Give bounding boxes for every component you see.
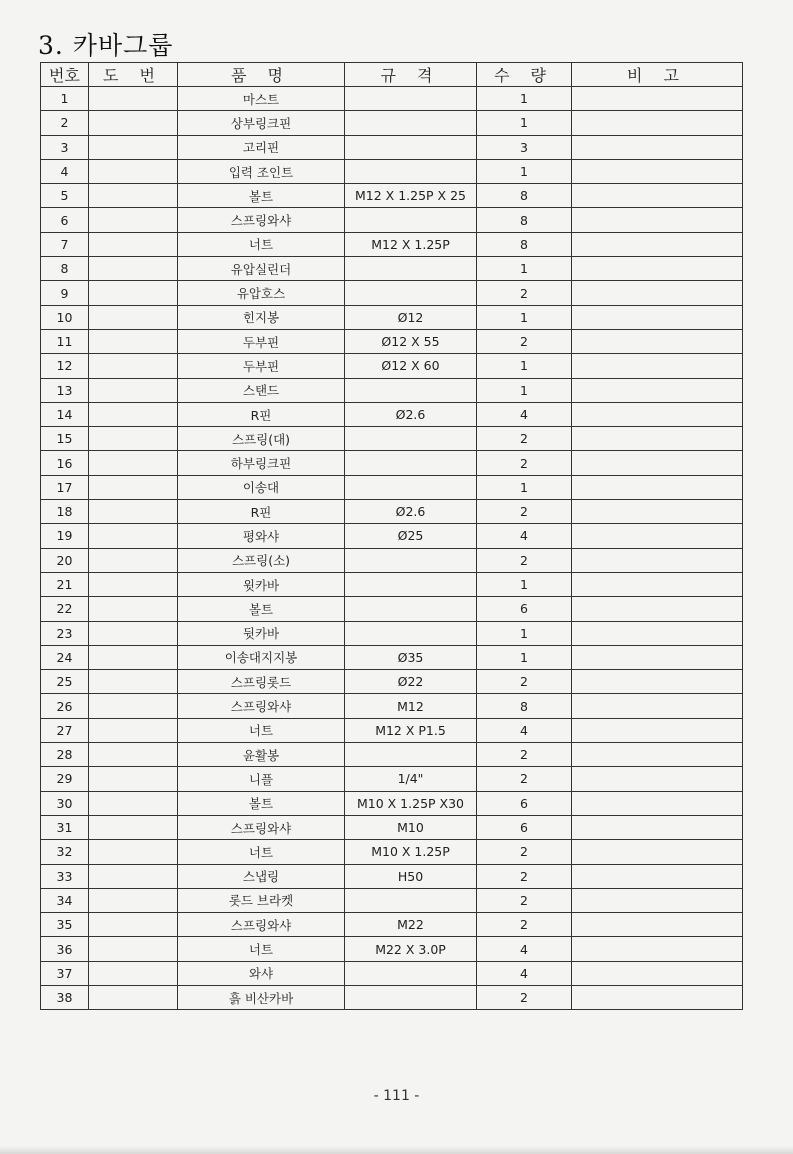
table-row: [41, 815, 743, 839]
cell-qty: 2: [477, 427, 572, 451]
cell-spec: M12 X P1.5: [345, 718, 477, 742]
cell-remarks: [572, 354, 743, 378]
cell-no: 38: [41, 985, 89, 1009]
cell-drawing-no: [89, 500, 178, 524]
cell-part-name: 고리핀: [178, 135, 345, 159]
cell-drawing-no: [89, 694, 178, 718]
cell-part-name: 볼트: [178, 184, 345, 208]
cell-spec: [345, 87, 477, 111]
cell-remarks: [572, 937, 743, 961]
page-number: - 111 -: [373, 1088, 420, 1104]
cell-drawing-no: [89, 815, 178, 839]
cell-remarks: [572, 791, 743, 815]
table-row: [41, 694, 743, 718]
cell-spec: [345, 427, 477, 451]
cell-remarks: [572, 329, 743, 353]
cell-spec: M12: [345, 694, 477, 718]
cell-qty: 2: [477, 500, 572, 524]
cell-remarks: [572, 864, 743, 888]
cell-drawing-no: [89, 111, 178, 135]
parts-table-body: [41, 87, 743, 1010]
cell-no: 2: [41, 111, 89, 135]
cell-no: 4: [41, 159, 89, 183]
cell-remarks: [572, 208, 743, 232]
cell-spec: [345, 451, 477, 475]
table-row: [41, 524, 743, 548]
cell-part-name: 너트: [178, 718, 345, 742]
cell-drawing-no: [89, 184, 178, 208]
table-row: [41, 257, 743, 281]
cell-drawing-no: [89, 257, 178, 281]
cell-spec: M10 X 1.25P X30: [345, 791, 477, 815]
cell-qty: 1: [477, 475, 572, 499]
cell-qty: 1: [477, 572, 572, 596]
cell-qty: 2: [477, 840, 572, 864]
cell-qty: 1: [477, 111, 572, 135]
table-row: [41, 597, 743, 621]
cell-spec: [345, 135, 477, 159]
table-row: [41, 548, 743, 572]
cell-qty: 2: [477, 548, 572, 572]
cell-part-name: 너트: [178, 232, 345, 256]
cell-remarks: [572, 597, 743, 621]
cell-part-name: 스프링(대): [178, 427, 345, 451]
cell-drawing-no: [89, 645, 178, 669]
cell-no: 31: [41, 815, 89, 839]
cell-drawing-no: [89, 743, 178, 767]
cell-remarks: [572, 281, 743, 305]
table-row: [41, 743, 743, 767]
cell-no: 25: [41, 670, 89, 694]
cell-remarks: [572, 815, 743, 839]
cell-spec: 1/4": [345, 767, 477, 791]
cell-qty: 1: [477, 354, 572, 378]
cell-spec: [345, 159, 477, 183]
table-row: [41, 888, 743, 912]
cell-no: 37: [41, 961, 89, 985]
cell-qty: 4: [477, 961, 572, 985]
table-row: [41, 354, 743, 378]
cell-no: 11: [41, 329, 89, 353]
cell-qty: 8: [477, 232, 572, 256]
cell-drawing-no: [89, 767, 178, 791]
cell-drawing-no: [89, 572, 178, 596]
table-row: [41, 961, 743, 985]
cell-spec: Ø25: [345, 524, 477, 548]
cell-spec: [345, 961, 477, 985]
cell-remarks: [572, 621, 743, 645]
cell-remarks: [572, 475, 743, 499]
table-row: [41, 305, 743, 329]
cell-no: 5: [41, 184, 89, 208]
cell-remarks: [572, 500, 743, 524]
cell-part-name: 스프링롯드: [178, 670, 345, 694]
cell-drawing-no: [89, 791, 178, 815]
cell-drawing-no: [89, 718, 178, 742]
cell-no: 27: [41, 718, 89, 742]
cell-part-name: 이송대지지봉: [178, 645, 345, 669]
cell-no: 6: [41, 208, 89, 232]
cell-qty: 8: [477, 694, 572, 718]
cell-remarks: [572, 427, 743, 451]
cell-remarks: [572, 840, 743, 864]
cell-remarks: [572, 135, 743, 159]
table-row: [41, 791, 743, 815]
cell-spec: [345, 208, 477, 232]
cell-qty: 1: [477, 159, 572, 183]
table-row: [41, 985, 743, 1009]
cell-part-name: 힌지봉: [178, 305, 345, 329]
table-row: [41, 572, 743, 596]
scan-edge: [0, 1146, 793, 1154]
table-row: [41, 937, 743, 961]
cell-qty: 1: [477, 378, 572, 402]
cell-part-name: 윗카바: [178, 572, 345, 596]
cell-no: 18: [41, 500, 89, 524]
header-qty: 수 량: [477, 63, 572, 87]
cell-no: 30: [41, 791, 89, 815]
table-row: [41, 135, 743, 159]
cell-no: 14: [41, 402, 89, 426]
cell-part-name: 스프링와샤: [178, 694, 345, 718]
cell-drawing-no: [89, 961, 178, 985]
table-row: [41, 840, 743, 864]
cell-spec: [345, 378, 477, 402]
header-remarks: 비 고: [572, 63, 743, 87]
cell-qty: 8: [477, 184, 572, 208]
cell-drawing-no: [89, 840, 178, 864]
cell-remarks: [572, 378, 743, 402]
cell-drawing-no: [89, 913, 178, 937]
cell-part-name: 흙 비산카바: [178, 985, 345, 1009]
cell-spec: Ø12 X 55: [345, 329, 477, 353]
cell-spec: Ø2.6: [345, 500, 477, 524]
cell-part-name: 유압호스: [178, 281, 345, 305]
cell-spec: [345, 888, 477, 912]
cell-drawing-no: [89, 548, 178, 572]
table-row: [41, 645, 743, 669]
cell-part-name: 두부핀: [178, 354, 345, 378]
cell-part-name: 스프링와샤: [178, 913, 345, 937]
cell-no: 32: [41, 840, 89, 864]
cell-part-name: 뒷카바: [178, 621, 345, 645]
cell-spec: [345, 548, 477, 572]
cell-spec: [345, 572, 477, 596]
cell-no: 13: [41, 378, 89, 402]
cell-remarks: [572, 305, 743, 329]
cell-part-name: 롯드 브라켓: [178, 888, 345, 912]
cell-spec: M10 X 1.25P: [345, 840, 477, 864]
cell-no: 15: [41, 427, 89, 451]
cell-remarks: [572, 402, 743, 426]
cell-part-name: 니플: [178, 767, 345, 791]
cell-remarks: [572, 548, 743, 572]
parts-list-table: [40, 62, 743, 1010]
cell-drawing-no: [89, 888, 178, 912]
cell-part-name: 스프링와샤: [178, 815, 345, 839]
cell-drawing-no: [89, 281, 178, 305]
cell-drawing-no: [89, 451, 178, 475]
table-row: [41, 718, 743, 742]
cell-part-name: 두부핀: [178, 329, 345, 353]
section-title: 3. 카바그룹: [38, 31, 174, 60]
cell-qty: 2: [477, 743, 572, 767]
table-row: [41, 111, 743, 135]
cell-part-name: R핀: [178, 500, 345, 524]
cell-part-name: 상부링크핀: [178, 111, 345, 135]
cell-part-name: 와샤: [178, 961, 345, 985]
table-row: [41, 378, 743, 402]
cell-drawing-no: [89, 597, 178, 621]
cell-remarks: [572, 572, 743, 596]
header-drawing-no: 도 번: [89, 63, 178, 87]
cell-spec: Ø22: [345, 670, 477, 694]
cell-remarks: [572, 961, 743, 985]
table-row: [41, 451, 743, 475]
cell-part-name: 스프링와샤: [178, 208, 345, 232]
cell-drawing-no: [89, 402, 178, 426]
cell-remarks: [572, 184, 743, 208]
cell-spec: [345, 111, 477, 135]
table-row: [41, 767, 743, 791]
cell-spec: [345, 985, 477, 1009]
cell-qty: 2: [477, 281, 572, 305]
cell-remarks: [572, 524, 743, 548]
cell-part-name: 평와샤: [178, 524, 345, 548]
cell-part-name: 너트: [178, 840, 345, 864]
cell-remarks: [572, 694, 743, 718]
cell-no: 12: [41, 354, 89, 378]
cell-remarks: [572, 645, 743, 669]
cell-qty: 2: [477, 985, 572, 1009]
table-row: [41, 500, 743, 524]
cell-qty: 1: [477, 305, 572, 329]
table-row: [41, 232, 743, 256]
table-row: [41, 475, 743, 499]
cell-part-name: 볼트: [178, 597, 345, 621]
cell-no: 29: [41, 767, 89, 791]
cell-part-name: 윤활봉: [178, 743, 345, 767]
cell-no: 3: [41, 135, 89, 159]
cell-remarks: [572, 888, 743, 912]
cell-part-name: 유압실린더: [178, 257, 345, 281]
cell-spec: M10: [345, 815, 477, 839]
cell-remarks: [572, 257, 743, 281]
cell-qty: 8: [477, 208, 572, 232]
cell-drawing-no: [89, 329, 178, 353]
cell-qty: 4: [477, 937, 572, 961]
cell-drawing-no: [89, 427, 178, 451]
cell-remarks: [572, 159, 743, 183]
cell-remarks: [572, 718, 743, 742]
header-part-name: 품 명: [178, 63, 345, 87]
cell-no: 17: [41, 475, 89, 499]
cell-no: 8: [41, 257, 89, 281]
cell-no: 22: [41, 597, 89, 621]
cell-spec: M22 X 3.0P: [345, 937, 477, 961]
cell-no: 20: [41, 548, 89, 572]
cell-part-name: R핀: [178, 402, 345, 426]
cell-no: 21: [41, 572, 89, 596]
table-row: [41, 208, 743, 232]
cell-qty: 4: [477, 524, 572, 548]
table-row: [41, 329, 743, 353]
cell-remarks: [572, 767, 743, 791]
cell-no: 19: [41, 524, 89, 548]
cell-drawing-no: [89, 305, 178, 329]
cell-drawing-no: [89, 937, 178, 961]
cell-no: 9: [41, 281, 89, 305]
cell-remarks: [572, 985, 743, 1009]
table-row: [41, 159, 743, 183]
cell-spec: [345, 597, 477, 621]
cell-no: 28: [41, 743, 89, 767]
cell-spec: M12 X 1.25P: [345, 232, 477, 256]
cell-qty: 2: [477, 767, 572, 791]
cell-qty: 2: [477, 913, 572, 937]
table-header-row: [41, 63, 743, 87]
cell-drawing-no: [89, 208, 178, 232]
cell-no: 1: [41, 87, 89, 111]
table-row: [41, 913, 743, 937]
cell-qty: 2: [477, 451, 572, 475]
cell-no: 7: [41, 232, 89, 256]
cell-spec: H50: [345, 864, 477, 888]
cell-drawing-no: [89, 232, 178, 256]
table-row: [41, 427, 743, 451]
cell-no: 34: [41, 888, 89, 912]
cell-part-name: 스프링(소): [178, 548, 345, 572]
cell-part-name: 이송대: [178, 475, 345, 499]
cell-no: 35: [41, 913, 89, 937]
cell-remarks: [572, 743, 743, 767]
table-row: [41, 184, 743, 208]
cell-spec: [345, 475, 477, 499]
header-no: 번호: [41, 63, 89, 87]
cell-spec: M12 X 1.25P X 25: [345, 184, 477, 208]
cell-remarks: [572, 87, 743, 111]
cell-qty: 2: [477, 670, 572, 694]
cell-part-name: 너트: [178, 937, 345, 961]
cell-no: 10: [41, 305, 89, 329]
cell-drawing-no: [89, 354, 178, 378]
cell-qty: 2: [477, 329, 572, 353]
cell-qty: 1: [477, 87, 572, 111]
table-row: [41, 864, 743, 888]
cell-no: 23: [41, 621, 89, 645]
cell-no: 24: [41, 645, 89, 669]
cell-part-name: 스탠드: [178, 378, 345, 402]
cell-remarks: [572, 232, 743, 256]
header-spec: 규 격: [345, 63, 477, 87]
cell-part-name: 마스트: [178, 87, 345, 111]
cell-no: 26: [41, 694, 89, 718]
cell-spec: [345, 621, 477, 645]
table-row: [41, 281, 743, 305]
cell-qty: 1: [477, 257, 572, 281]
table-row: [41, 621, 743, 645]
cell-qty: 1: [477, 621, 572, 645]
cell-part-name: 스냅링: [178, 864, 345, 888]
cell-qty: 4: [477, 402, 572, 426]
cell-remarks: [572, 451, 743, 475]
cell-qty: 1: [477, 645, 572, 669]
cell-drawing-no: [89, 159, 178, 183]
cell-drawing-no: [89, 135, 178, 159]
cell-drawing-no: [89, 378, 178, 402]
cell-drawing-no: [89, 475, 178, 499]
cell-qty: 2: [477, 864, 572, 888]
cell-drawing-no: [89, 87, 178, 111]
cell-spec: [345, 743, 477, 767]
cell-no: 33: [41, 864, 89, 888]
cell-drawing-no: [89, 985, 178, 1009]
cell-no: 16: [41, 451, 89, 475]
cell-no: 36: [41, 937, 89, 961]
cell-remarks: [572, 913, 743, 937]
cell-remarks: [572, 670, 743, 694]
cell-spec: Ø35: [345, 645, 477, 669]
cell-spec: Ø12: [345, 305, 477, 329]
cell-part-name: 입력 조인트: [178, 159, 345, 183]
cell-spec: Ø12 X 60: [345, 354, 477, 378]
cell-drawing-no: [89, 621, 178, 645]
cell-drawing-no: [89, 864, 178, 888]
table-row: [41, 670, 743, 694]
table-row: [41, 402, 743, 426]
cell-qty: 6: [477, 597, 572, 621]
cell-spec: M22: [345, 913, 477, 937]
cell-qty: 2: [477, 888, 572, 912]
cell-qty: 3: [477, 135, 572, 159]
cell-remarks: [572, 111, 743, 135]
cell-part-name: 하부링크핀: [178, 451, 345, 475]
cell-spec: [345, 281, 477, 305]
cell-qty: 6: [477, 791, 572, 815]
cell-qty: 4: [477, 718, 572, 742]
cell-qty: 6: [477, 815, 572, 839]
cell-spec: [345, 257, 477, 281]
cell-drawing-no: [89, 670, 178, 694]
cell-drawing-no: [89, 524, 178, 548]
table-row: [41, 87, 743, 111]
cell-part-name: 볼트: [178, 791, 345, 815]
cell-spec: Ø2.6: [345, 402, 477, 426]
